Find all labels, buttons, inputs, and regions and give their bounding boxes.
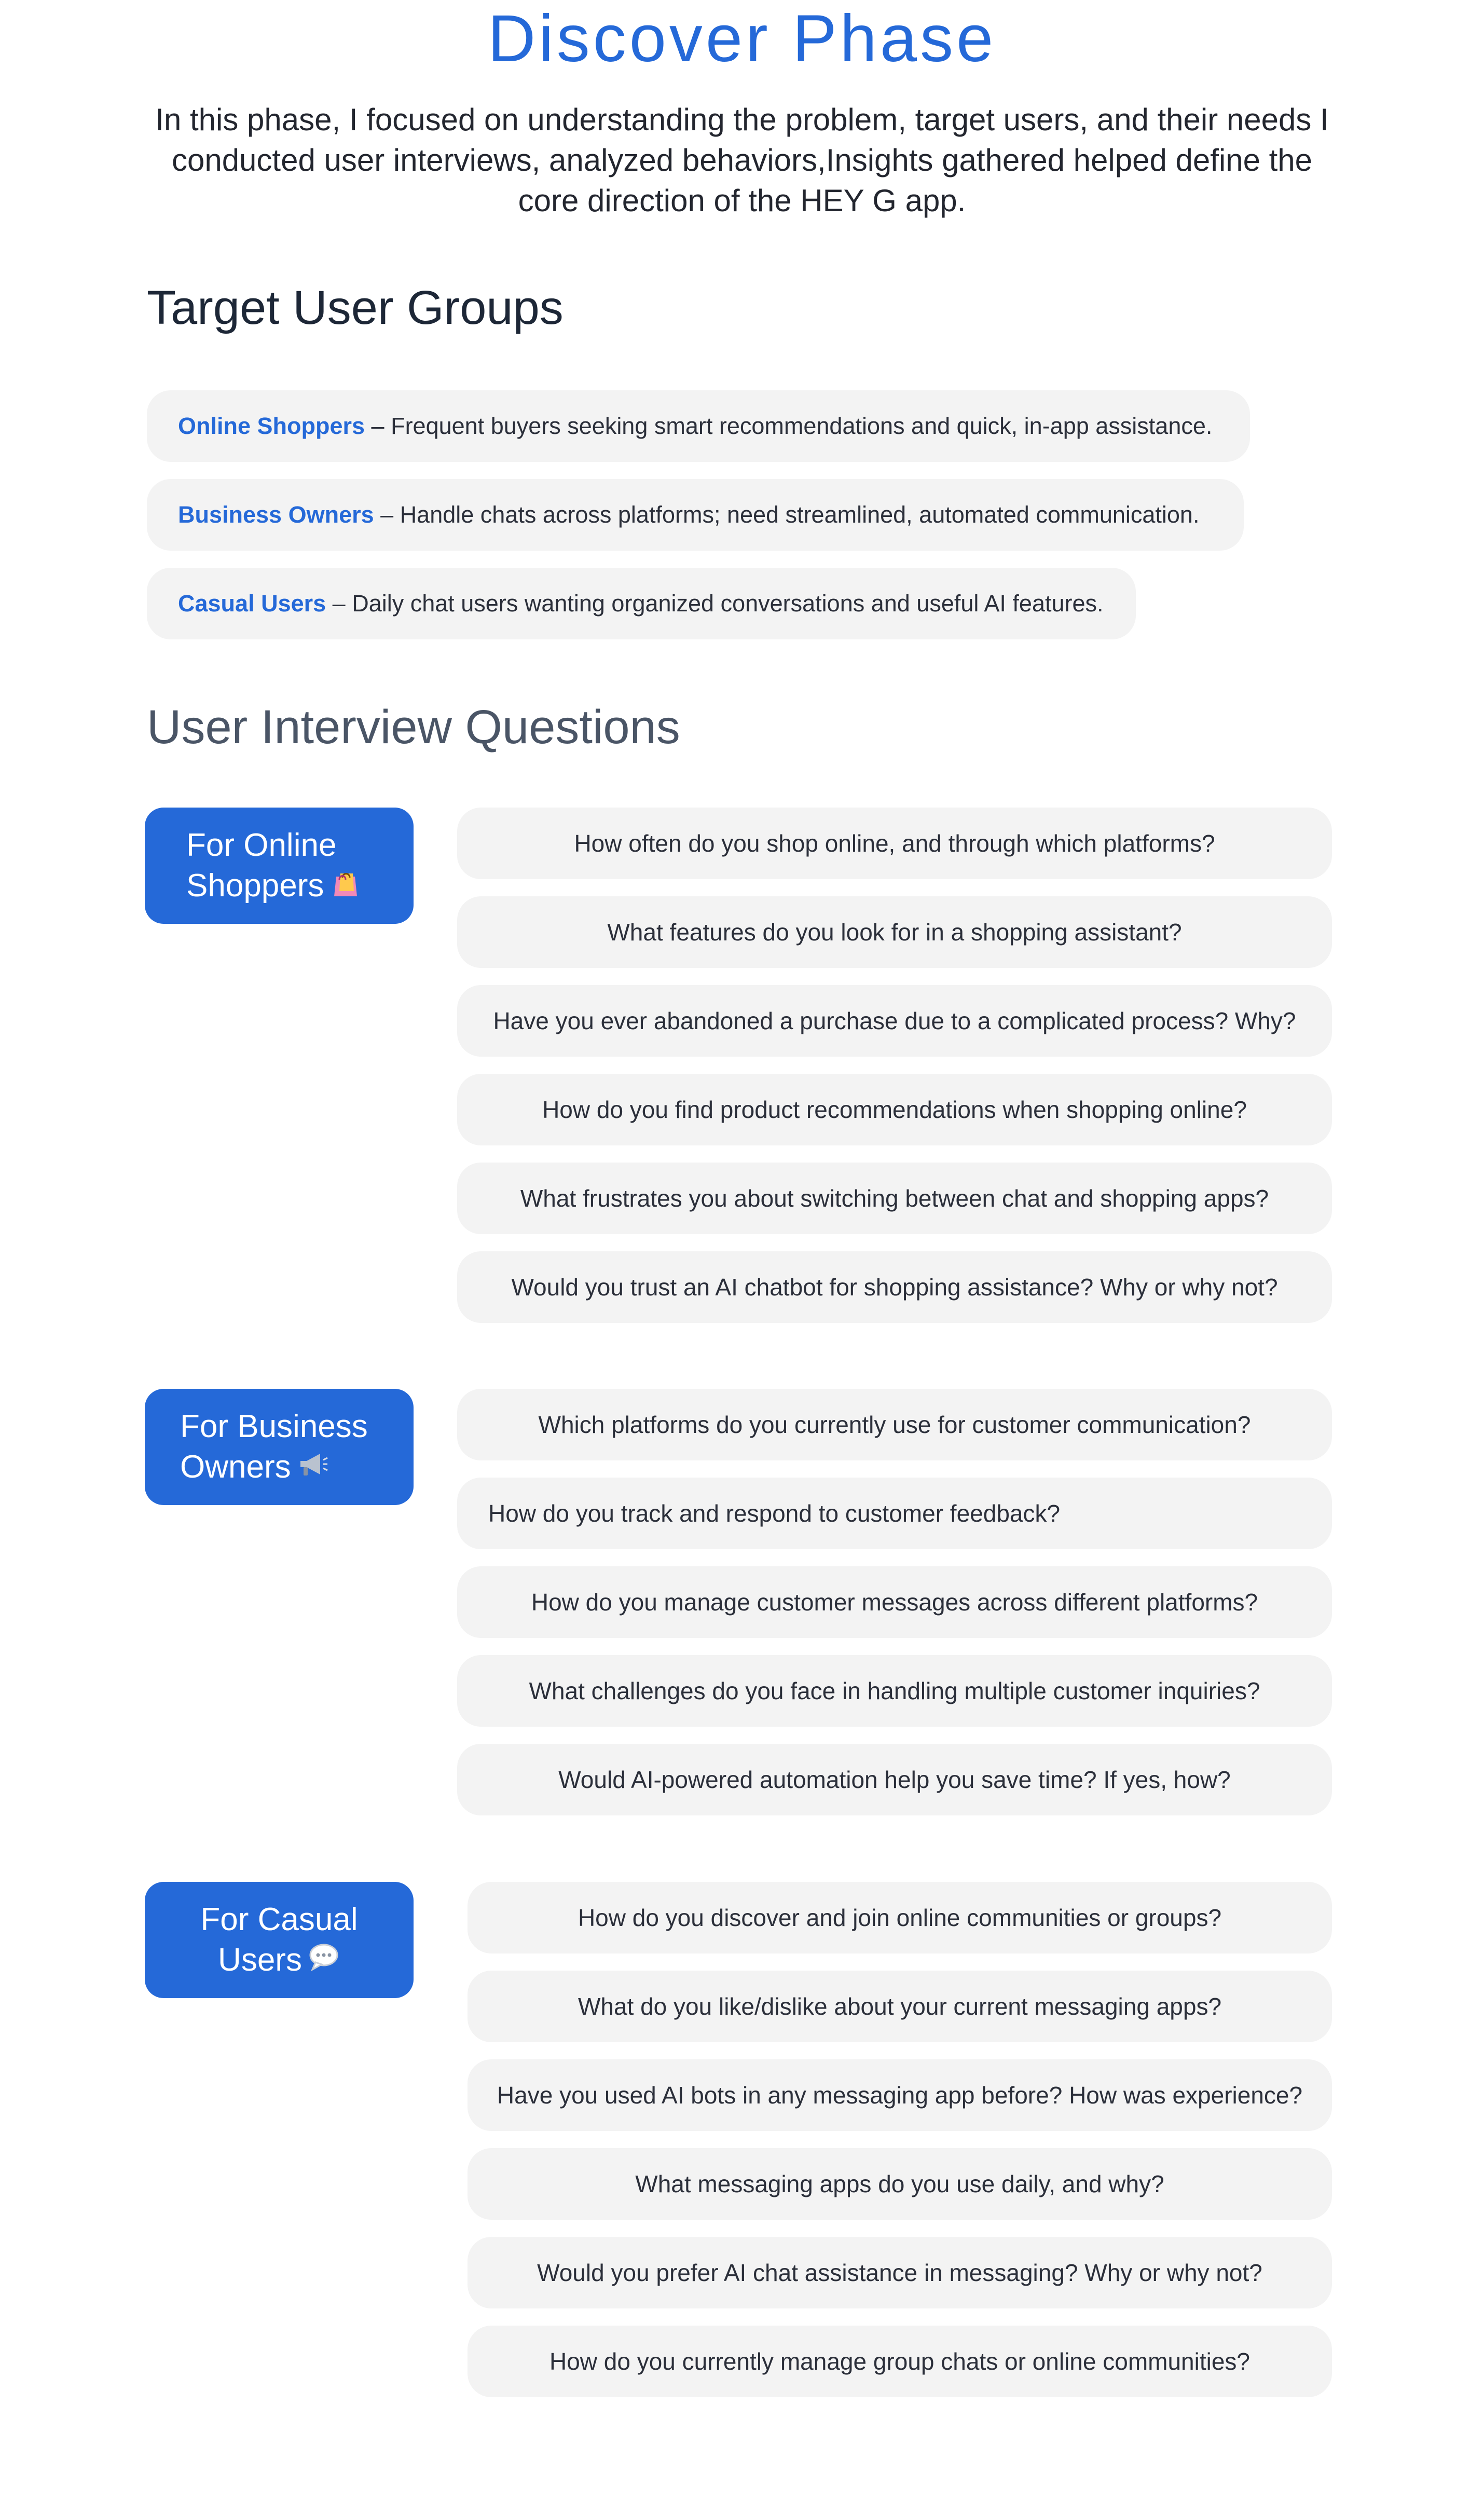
- group-name: Business Owners: [178, 501, 374, 528]
- group-description: – Daily chat users wanting organized conversations and useful AI features.: [326, 590, 1104, 617]
- question-item: How do you find product recommendations when shopping online?: [457, 1074, 1332, 1145]
- question-item: How do you currently manage group chats or online communities?: [468, 2326, 1332, 2397]
- question-list-business-owners: [457, 1389, 1332, 1833]
- page-title: Discover Phase: [487, 2, 997, 76]
- question-item: Would you prefer AI chat assistance in messaging? Why or why not?: [468, 2237, 1332, 2308]
- shopping-bags-icon: [329, 866, 362, 909]
- question-list-online-shoppers: [457, 808, 1332, 1340]
- question-item: How often do you shop online, and through which platforms?: [457, 808, 1332, 879]
- user-interview-questions-heading: User Interview Questions: [147, 701, 680, 754]
- target-user-groups-heading: Target User Groups: [147, 281, 564, 334]
- category-label-casual-users: [145, 1882, 414, 1998]
- question-item: What messaging apps do you use daily, and why?: [468, 2148, 1332, 2220]
- question-item: What do you like/dislike about your current messaging apps?: [468, 1971, 1332, 2042]
- question-item: How do you discover and join online communities or groups?: [468, 1882, 1332, 1953]
- category-label-line: For Business: [180, 1409, 368, 1444]
- group-name: Online Shoppers: [178, 413, 365, 439]
- question-item: Which platforms do you currently use for customer communication?: [457, 1389, 1332, 1460]
- question-item: What frustrates you about switching between chat and shopping apps?: [457, 1163, 1332, 1234]
- target-group-business-owners: [147, 479, 1244, 551]
- category-label-line: For Casual: [200, 1902, 358, 1937]
- question-list-casual-users: [468, 1882, 1332, 2414]
- category-label-line: Shoppers: [186, 868, 324, 904]
- group-description: – Frequent buyers seeking smart recommendations and quick, in-app assistance.: [365, 413, 1213, 439]
- category-label-line: Users: [218, 1942, 302, 1978]
- question-item: Would you trust an AI chatbot for shopping assistance? Why or why not?: [457, 1251, 1332, 1323]
- category-label-line: Owners: [180, 1449, 291, 1485]
- question-item: How do you manage customer messages across different platforms?: [457, 1566, 1332, 1638]
- group-description: – Handle chats across platforms; need streamlined, automated communication.: [374, 501, 1200, 528]
- megaphone-icon: [296, 1447, 329, 1491]
- question-item: How do you track and respond to customer feedback?: [457, 1478, 1332, 1549]
- category-label-business-owners: [145, 1389, 414, 1505]
- question-item: Have you used AI bots in any messaging app before? How was experience?: [468, 2059, 1332, 2131]
- speech-bubble-icon: [307, 1941, 340, 1984]
- question-item: Have you ever abandoned a purchase due to a complicated process? Why?: [457, 985, 1332, 1057]
- question-item: What features do you look for in a shopping assistant?: [457, 896, 1332, 968]
- category-label-online-shoppers: [145, 808, 414, 924]
- intro-paragraph: In this phase, I focused on understanding the problem, target users, and their needs I conducted user interviews, analyzed behaviors,Insights gathered helped define the core direction of the HEY G app.: [155, 102, 1329, 218]
- target-group-online-shoppers: [147, 390, 1250, 462]
- question-item: What challenges do you face in handling multiple customer inquiries?: [457, 1655, 1332, 1727]
- question-item: Would AI-powered automation help you save time? If yes, how?: [457, 1744, 1332, 1815]
- target-group-casual-users: [147, 568, 1136, 639]
- group-name: Casual Users: [178, 590, 326, 617]
- category-label-line: For Online: [186, 827, 337, 863]
